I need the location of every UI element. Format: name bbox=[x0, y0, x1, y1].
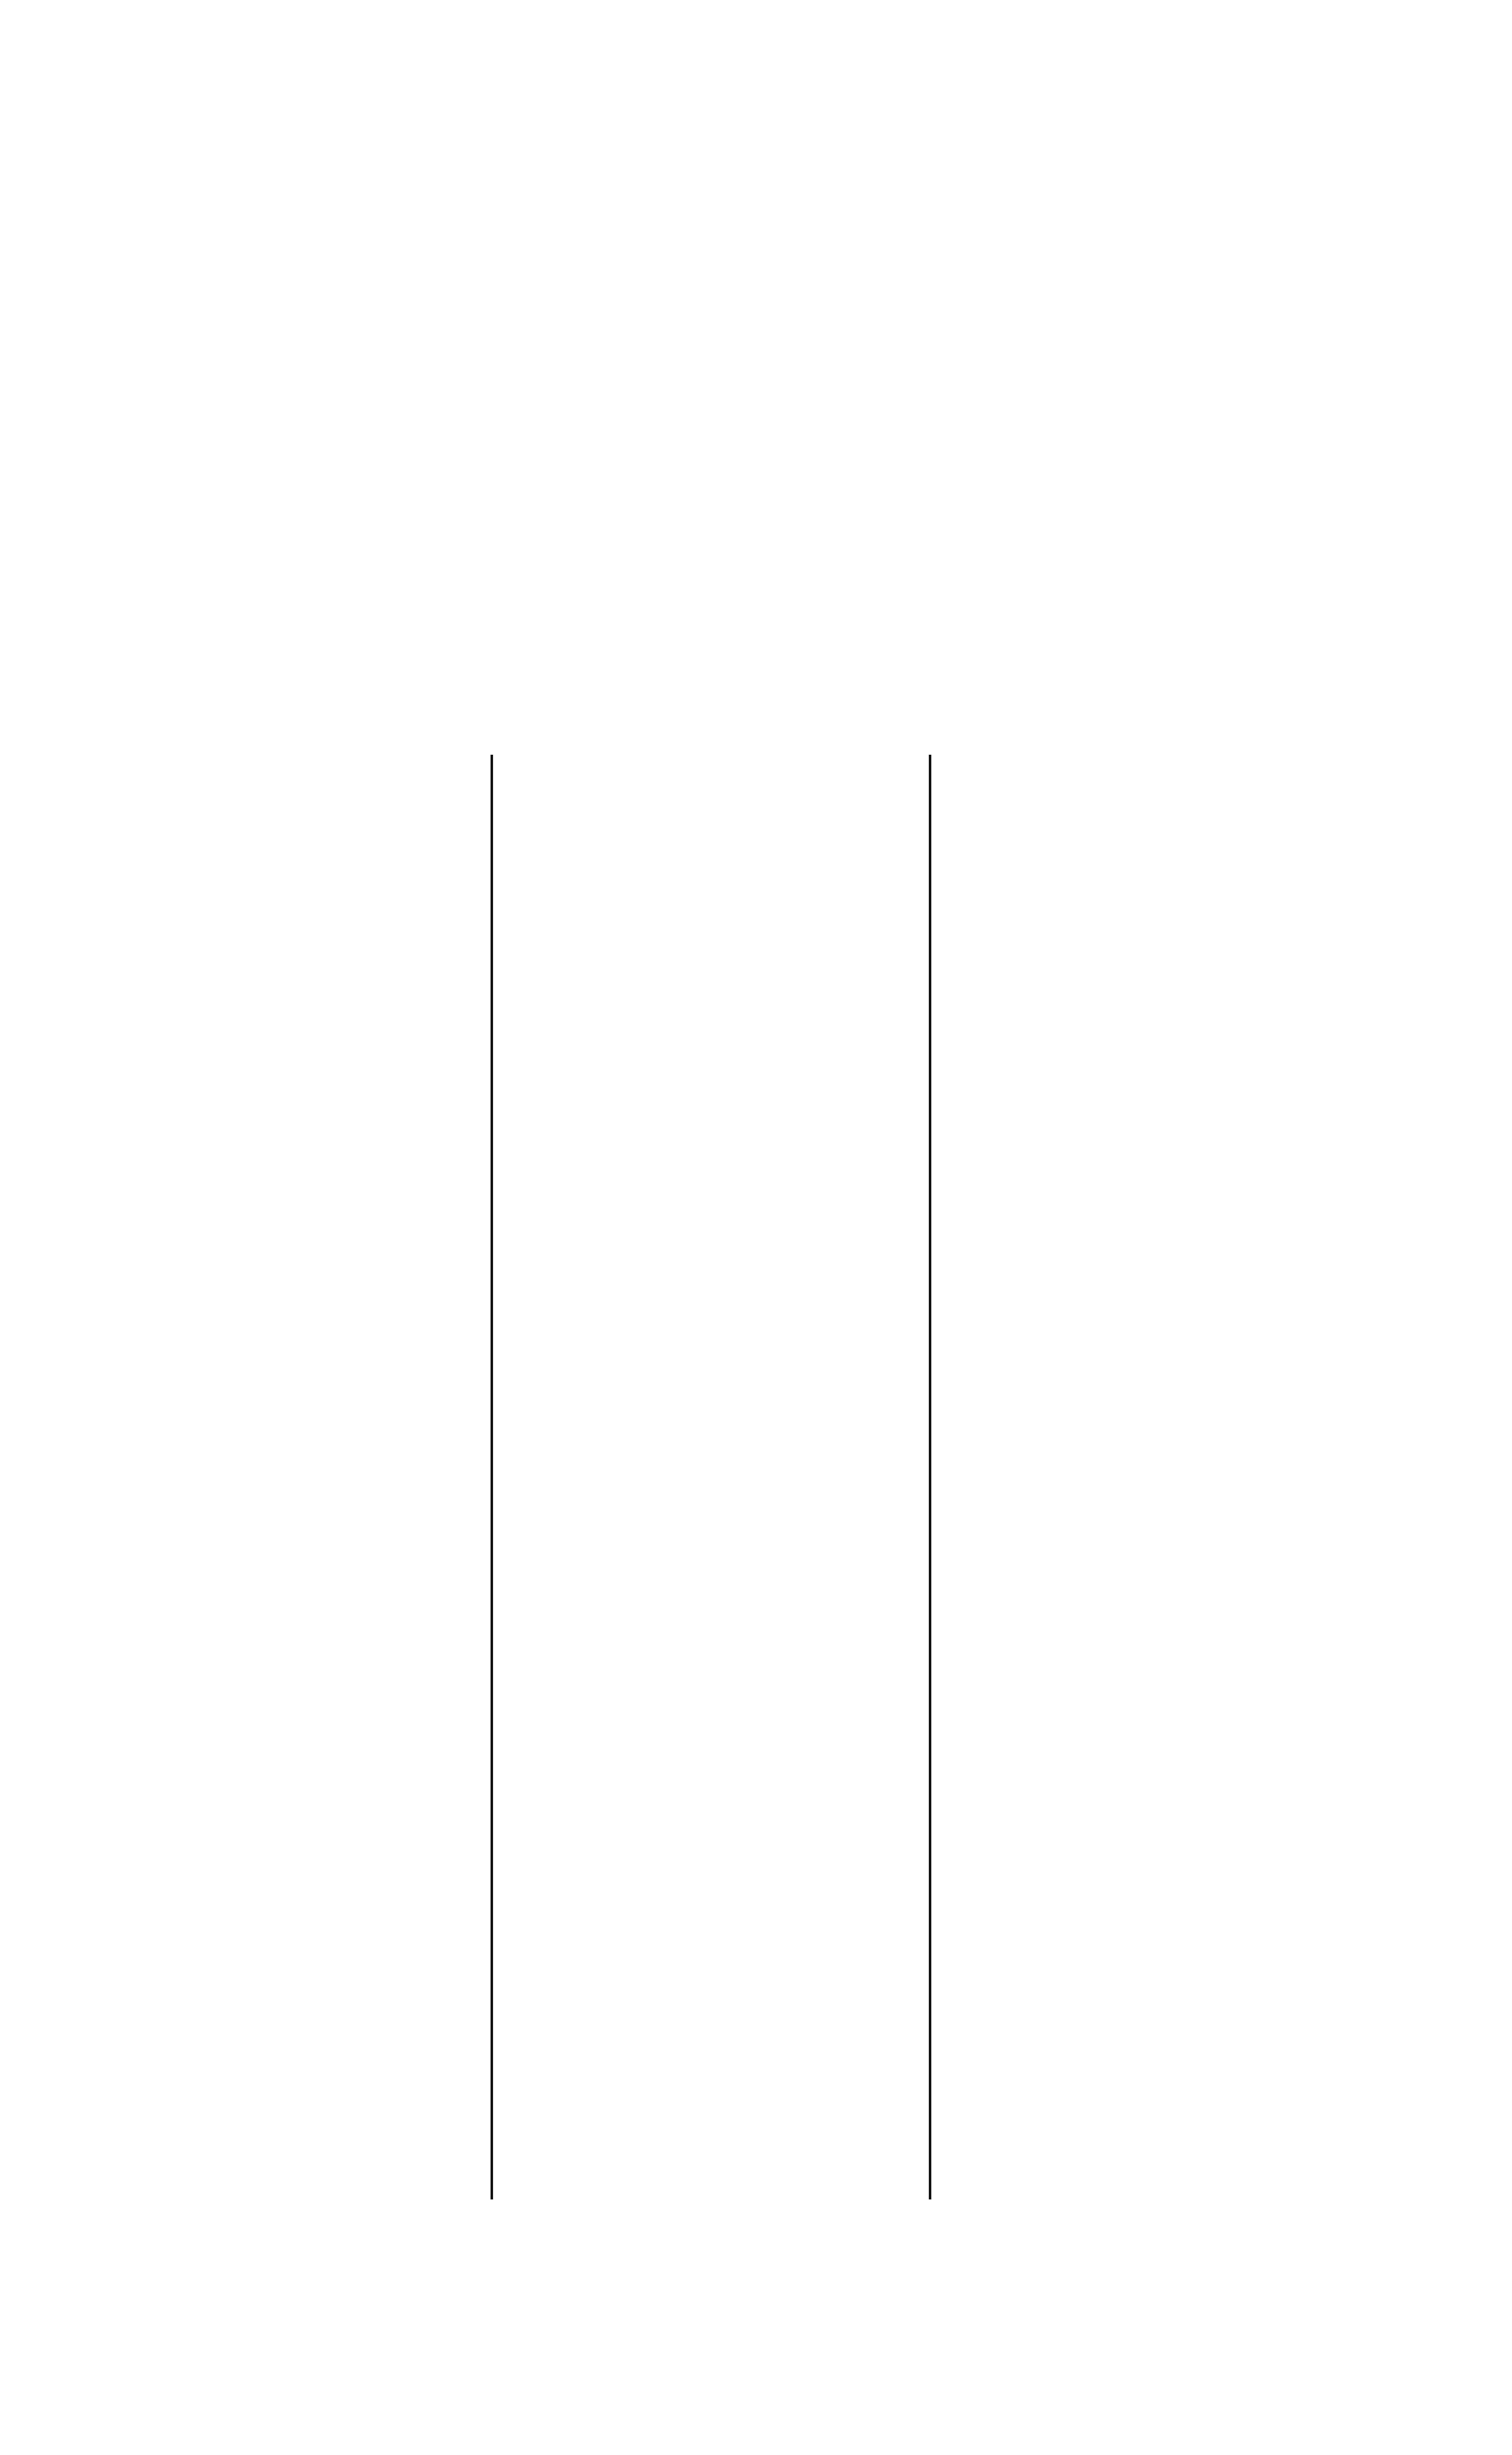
column-2 bbox=[503, 755, 931, 2199]
oberleutnants-columns bbox=[60, 755, 1394, 2199]
column-1 bbox=[70, 755, 498, 2199]
column-3 bbox=[941, 755, 1370, 2199]
